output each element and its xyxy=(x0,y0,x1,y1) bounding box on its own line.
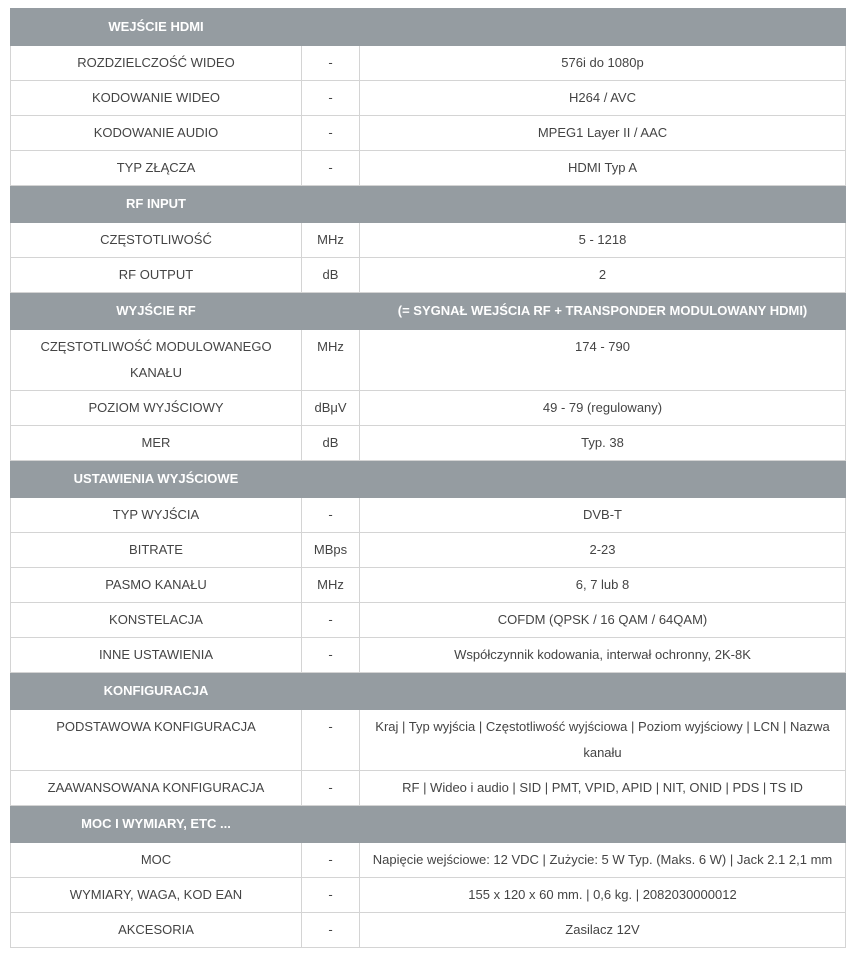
spec-label: BITRATE xyxy=(11,533,302,568)
spec-unit: MBps xyxy=(302,533,360,568)
table-row xyxy=(11,391,846,426)
section-title: MOC I WYMIARY, ETC ... xyxy=(11,806,302,843)
table-row xyxy=(11,498,846,533)
section-header-row xyxy=(11,186,846,223)
spec-unit: - xyxy=(302,843,360,878)
spec-value: DVB-T xyxy=(360,498,846,533)
spec-value: 6, 7 lub 8 xyxy=(360,568,846,603)
spec-label: TYP WYJŚCIA xyxy=(11,498,302,533)
section-note: (= SYGNAŁ WEJŚCIA RF + TRANSPONDER MODULOWANY HDMI) xyxy=(360,293,846,330)
section-header-row xyxy=(11,293,846,330)
spec-value: RF | Wideo i audio | SID | PMT, VPID, APID | NIT, ONID | PDS | TS ID xyxy=(360,771,846,806)
section-note xyxy=(360,461,846,498)
spec-unit: - xyxy=(302,913,360,948)
section-header-spacer xyxy=(302,806,360,843)
spec-unit: - xyxy=(302,638,360,673)
spec-value: 2-23 xyxy=(360,533,846,568)
spec-unit: MHz xyxy=(302,568,360,603)
spec-value: Zasilacz 12V xyxy=(360,913,846,948)
spec-unit: - xyxy=(302,878,360,913)
table-row xyxy=(11,568,846,603)
table-row xyxy=(11,330,846,391)
spec-label: WYMIARY, WAGA, KOD EAN xyxy=(11,878,302,913)
table-row xyxy=(11,843,846,878)
spec-label: MOC xyxy=(11,843,302,878)
spec-table xyxy=(10,8,846,948)
spec-value: 576i do 1080p xyxy=(360,46,846,81)
spec-label: PASMO KANAŁU xyxy=(11,568,302,603)
section-note xyxy=(360,806,846,843)
section-title: WEJŚCIE HDMI xyxy=(11,9,302,46)
spec-value: Typ. 38 xyxy=(360,426,846,461)
table-row xyxy=(11,878,846,913)
spec-unit: - xyxy=(302,498,360,533)
section-title: WYJŚCIE RF xyxy=(11,293,302,330)
spec-unit: - xyxy=(302,710,360,771)
section-title: RF INPUT xyxy=(11,186,302,223)
spec-unit: dB xyxy=(302,258,360,293)
spec-label: POZIOM WYJŚCIOWY xyxy=(11,391,302,426)
spec-unit: dBμV xyxy=(302,391,360,426)
table-row xyxy=(11,710,846,771)
spec-label: KONSTELACJA xyxy=(11,603,302,638)
spec-value: Napięcie wejściowe: 12 VDC | Zużycie: 5 W Typ. (Maks. 6 W) | Jack 2.1 2,1 mm xyxy=(360,843,846,878)
spec-label: ZAAWANSOWANA KONFIGURACJA xyxy=(11,771,302,806)
spec-value: 174 - 790 xyxy=(360,330,846,391)
spec-value: 2 xyxy=(360,258,846,293)
section-note xyxy=(360,673,846,710)
table-row xyxy=(11,603,846,638)
section-title: KONFIGURACJA xyxy=(11,673,302,710)
section-header-spacer xyxy=(302,9,360,46)
spec-label: CZĘSTOTLIWOŚĆ MODULOWANEGO KANAŁU xyxy=(11,330,302,391)
table-row xyxy=(11,81,846,116)
section-header-spacer xyxy=(302,186,360,223)
table-row xyxy=(11,426,846,461)
spec-unit: MHz xyxy=(302,330,360,391)
table-row xyxy=(11,258,846,293)
spec-unit: - xyxy=(302,116,360,151)
table-row xyxy=(11,151,846,186)
table-row xyxy=(11,771,846,806)
spec-value: HDMI Typ A xyxy=(360,151,846,186)
table-row xyxy=(11,46,846,81)
spec-unit: - xyxy=(302,81,360,116)
spec-label: INNE USTAWIENIA xyxy=(11,638,302,673)
table-row xyxy=(11,223,846,258)
section-header-row xyxy=(11,461,846,498)
spec-value: 49 - 79 (regulowany) xyxy=(360,391,846,426)
section-header-spacer xyxy=(302,673,360,710)
section-header-spacer xyxy=(302,461,360,498)
spec-label: TYP ZŁĄCZA xyxy=(11,151,302,186)
spec-label: RF OUTPUT xyxy=(11,258,302,293)
spec-value: Kraj | Typ wyjścia | Częstotliwość wyjściowa | Poziom wyjściowy | LCN | Nazwa kanału xyxy=(360,710,846,771)
spec-unit: - xyxy=(302,46,360,81)
spec-unit: dB xyxy=(302,426,360,461)
table-row xyxy=(11,638,846,673)
section-header-spacer xyxy=(302,293,360,330)
spec-value: 155 x 120 x 60 mm. | 0,6 kg. | 2082030000012 xyxy=(360,878,846,913)
section-header-row xyxy=(11,9,846,46)
spec-unit: MHz xyxy=(302,223,360,258)
table-row xyxy=(11,116,846,151)
spec-label: CZĘSTOTLIWOŚĆ xyxy=(11,223,302,258)
spec-unit: - xyxy=(302,151,360,186)
section-title: USTAWIENIA WYJŚCIOWE xyxy=(11,461,302,498)
section-note xyxy=(360,186,846,223)
table-row xyxy=(11,913,846,948)
spec-value: 5 - 1218 xyxy=(360,223,846,258)
spec-label: PODSTAWOWA KONFIGURACJA xyxy=(11,710,302,771)
spec-value: H264 / AVC xyxy=(360,81,846,116)
section-header-row xyxy=(11,673,846,710)
section-header-row xyxy=(11,806,846,843)
spec-label: KODOWANIE WIDEO xyxy=(11,81,302,116)
spec-value: MPEG1 Layer II / AAC xyxy=(360,116,846,151)
spec-unit: - xyxy=(302,771,360,806)
spec-value: COFDM (QPSK / 16 QAM / 64QAM) xyxy=(360,603,846,638)
table-row xyxy=(11,533,846,568)
section-note xyxy=(360,9,846,46)
spec-label: AKCESORIA xyxy=(11,913,302,948)
spec-unit: - xyxy=(302,603,360,638)
spec-value: Współczynnik kodowania, interwał ochronny, 2K-8K xyxy=(360,638,846,673)
spec-label: MER xyxy=(11,426,302,461)
spec-label: ROZDZIELCZOŚĆ WIDEO xyxy=(11,46,302,81)
spec-label: KODOWANIE AUDIO xyxy=(11,116,302,151)
